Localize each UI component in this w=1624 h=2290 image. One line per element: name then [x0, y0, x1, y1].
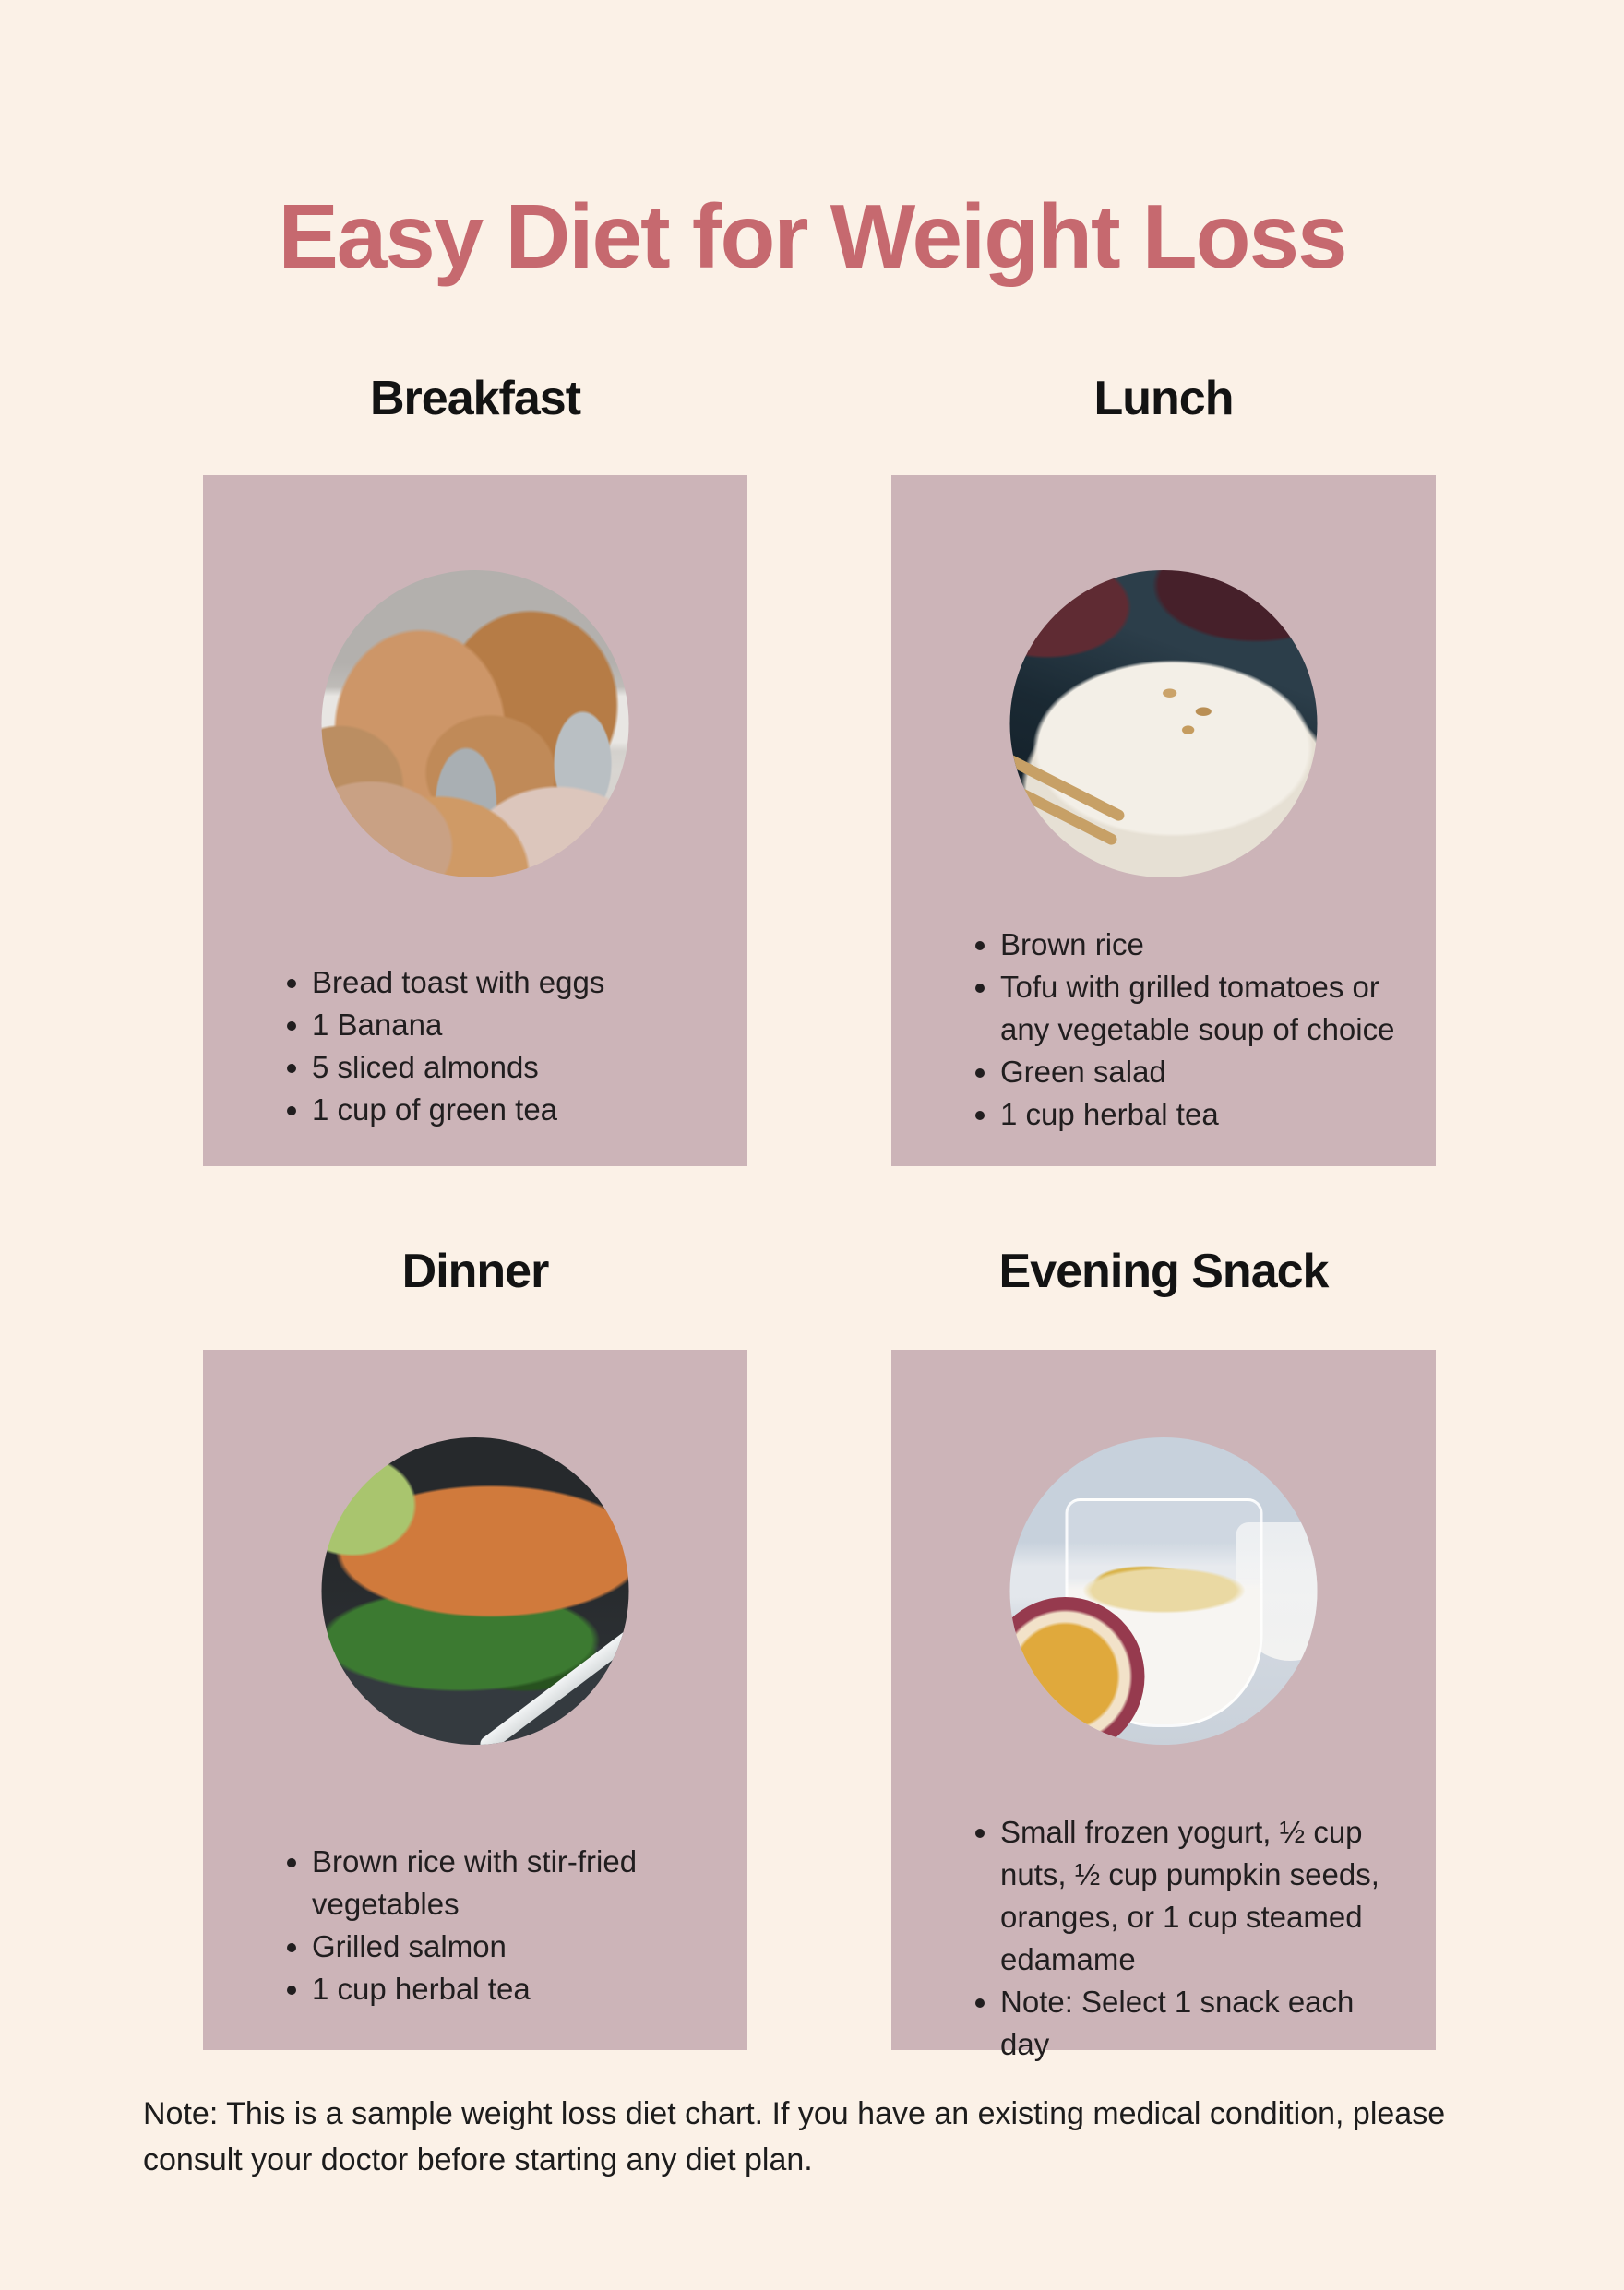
list-item: • Note: Select 1 snack each day: [1000, 1981, 1388, 2066]
section-heading-evening-snack: Evening Snack: [998, 1245, 1329, 1298]
list-item: • Brown rice with stir-fried vegetables: [312, 1841, 668, 1926]
page-title: Easy Diet for Weight Loss: [278, 185, 1346, 287]
lunch-list: [1000, 924, 1414, 1136]
section-heading-dinner: Dinner: [401, 1245, 549, 1298]
list-item: • Grilled salmon: [312, 1926, 668, 1968]
section-heading-lunch: Lunch: [1093, 372, 1234, 425]
list-item: • 1 cup of green tea: [312, 1089, 718, 1131]
footer-note: Note: This is a sample weight loss diet chart. If you have an existing medical condition, please consult your doctor before starting any diet plan.: [143, 2096, 1446, 2177]
section-heading-breakfast: Breakfast: [369, 372, 581, 425]
list-item: • Bread toast with eggs: [312, 961, 718, 1004]
evening-snack-card: [891, 1350, 1436, 2061]
list-item: • 1 cup herbal tea: [312, 1968, 668, 2010]
list-item: • Tofu with grilled tomatoes or any vegetable soup of choice: [1000, 966, 1414, 1051]
list-item: • Green salad: [1000, 1051, 1414, 1093]
evening-snack-list: [1000, 1811, 1388, 2066]
list-item: • Brown rice: [1000, 924, 1414, 966]
rice-bowl-photo: [1010, 570, 1318, 877]
list-item: • Small frozen yogurt, ½ cup nuts, ½ cup pumpkin seeds, oranges, or 1 cup steamed edamame: [1000, 1811, 1388, 1981]
dinner-card: [203, 1350, 747, 2050]
eggs-photo: [322, 570, 629, 877]
dinner-list: [312, 1841, 668, 2010]
breakfast-list: [312, 961, 718, 1131]
yogurt-glass-photo: [1010, 1437, 1318, 1745]
breakfast-card: [203, 475, 747, 1166]
list-item: • 1 Banana: [312, 1004, 718, 1046]
list-item: • 5 sliced almonds: [312, 1046, 718, 1089]
salmon-plate-photo: [322, 1437, 629, 1745]
knife-shape: [477, 1601, 628, 1745]
list-item: • 1 cup herbal tea: [1000, 1093, 1414, 1136]
lunch-card: [891, 475, 1436, 1166]
